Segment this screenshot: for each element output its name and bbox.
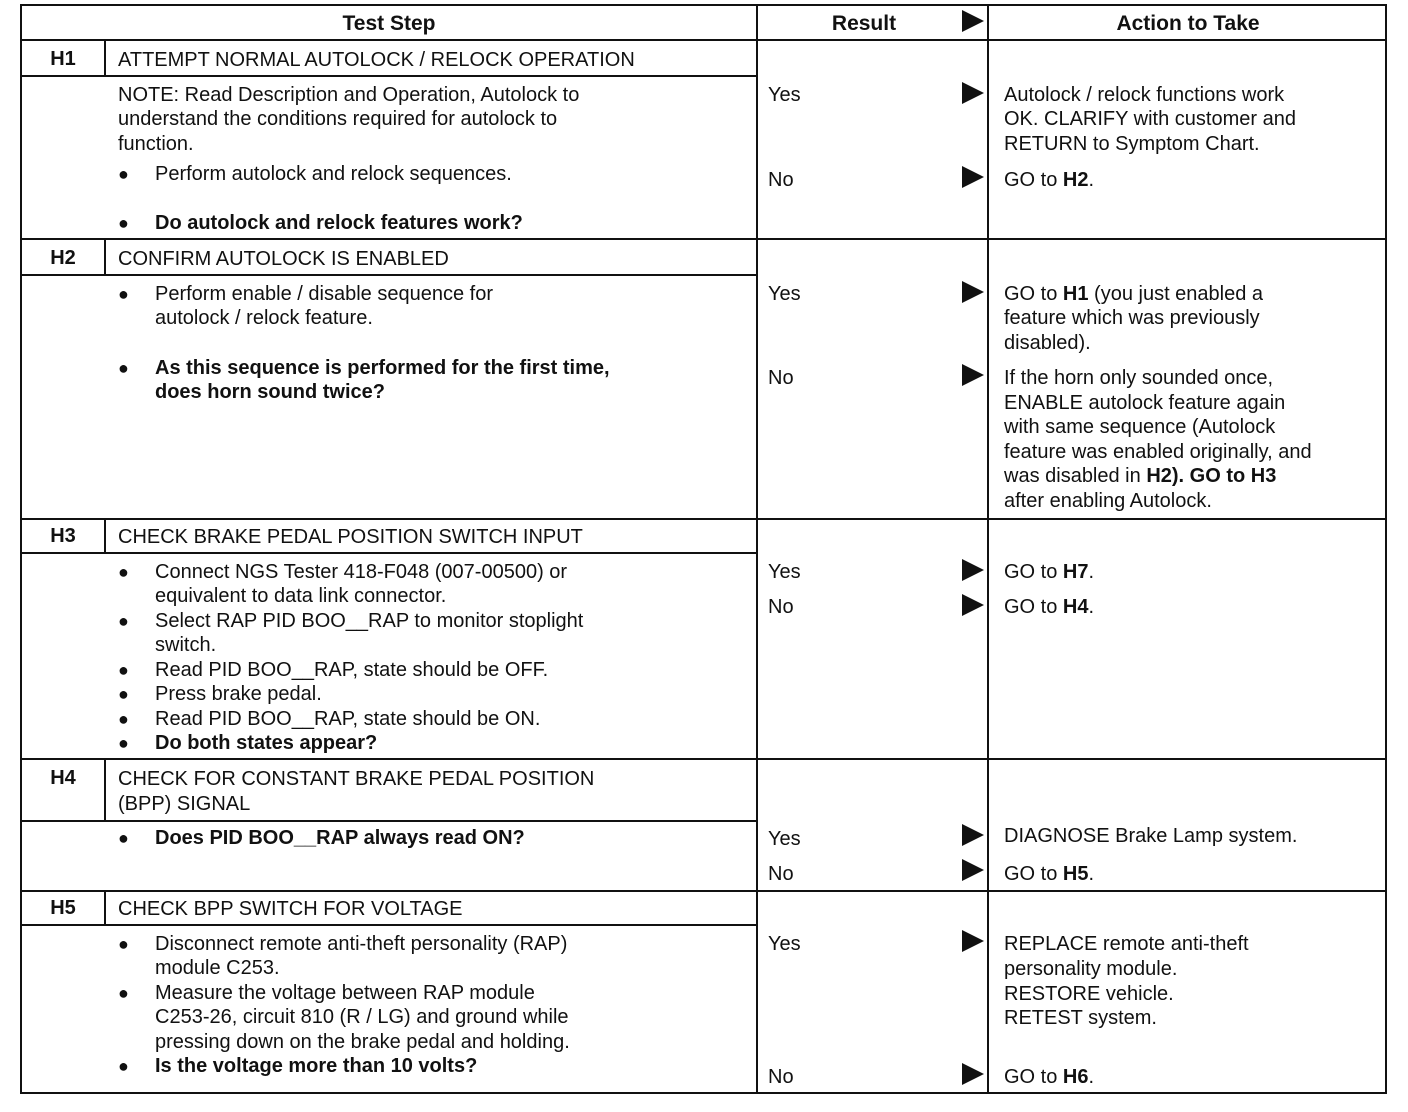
step-id: H4 — [50, 767, 76, 789]
bullet-icon: ● — [118, 983, 129, 1003]
arrow-icon — [962, 594, 984, 616]
result-yes: Yes — [768, 561, 801, 583]
bullet-text: Do both states appear? — [155, 732, 378, 754]
step-title: (BPP) SIGNAL — [118, 793, 251, 815]
arrow-icon — [962, 10, 984, 32]
divider — [104, 520, 106, 554]
bullet-icon: ● — [118, 709, 129, 729]
step-id: H1 — [50, 48, 76, 70]
divider — [104, 240, 106, 276]
action-text — [1004, 862, 1094, 887]
bullet-icon: ● — [118, 828, 129, 848]
result-no: No — [768, 596, 794, 618]
divider — [104, 760, 106, 820]
step-reference: H1 — [1062, 283, 1089, 305]
step-title: CONFIRM AUTOLOCK IS ENABLED — [118, 248, 449, 270]
bullet-text: C253-26, circuit 810 (R / LG) and ground while — [155, 1006, 569, 1028]
bullet-icon: ● — [118, 733, 129, 753]
step-reference: H2 — [1062, 169, 1089, 191]
note-line: understand the conditions required for autolock to — [118, 108, 558, 130]
step-id: H3 — [50, 525, 76, 547]
action-text — [1004, 464, 1276, 489]
action-text: (you just enabled a — [1088, 283, 1264, 305]
header-action: Action to Take — [1116, 12, 1260, 35]
step-title: CHECK BRAKE PEDAL POSITION SWITCH INPUT — [118, 526, 583, 548]
bullet-icon: ● — [118, 684, 129, 704]
bullet-icon: ● — [118, 284, 129, 304]
step-reference: H7 — [1062, 561, 1089, 583]
bullet-icon: ● — [118, 1056, 129, 1076]
arrow-icon — [962, 364, 984, 386]
result-no: No — [768, 169, 794, 191]
step-title: CHECK FOR CONSTANT BRAKE PEDAL POSITION — [118, 768, 595, 790]
action-text: . — [1088, 169, 1095, 191]
bullet-text: Perform autolock and relock sequences. — [155, 163, 512, 185]
bullet-text: Connect NGS Tester 418-F048 (007-00500) or — [155, 561, 568, 583]
action-text — [1004, 168, 1094, 193]
step-id: H5 — [50, 897, 76, 919]
step-reference: H6 — [1062, 1066, 1089, 1088]
bullet-text: Is the voltage more than 10 volts? — [155, 1055, 478, 1077]
action-text: after enabling Autolock. — [1004, 490, 1212, 512]
bullet-text: Select RAP PID BOO__RAP to monitor stoplight — [155, 610, 584, 632]
action-text: disabled). — [1004, 332, 1091, 354]
action-text: OK. CLARIFY with customer and — [1004, 108, 1296, 130]
action-text: GO to — [1004, 596, 1063, 618]
action-text: RETURN to Symptom Chart. — [1004, 133, 1260, 155]
bullet-icon: ● — [118, 164, 129, 184]
result-yes: Yes — [768, 828, 801, 850]
bullet-icon: ● — [118, 660, 129, 680]
bullet-text: Read PID BOO__RAP, state should be ON. — [155, 708, 541, 730]
bullet-text: As this sequence is performed for the first time, — [155, 357, 610, 379]
row-divider — [22, 890, 1385, 892]
bullet-icon: ● — [118, 358, 129, 378]
action-text: RETEST system. — [1004, 1007, 1157, 1029]
action-text: . — [1088, 596, 1095, 618]
action-text: . — [1088, 561, 1095, 583]
result-yes: Yes — [768, 283, 801, 305]
action-text: Autolock / relock functions work — [1004, 84, 1285, 106]
step-title: CHECK BPP SWITCH FOR VOLTAGE — [118, 898, 463, 920]
action-text: with same sequence (Autolock — [1004, 416, 1276, 438]
result-yes: Yes — [768, 933, 801, 955]
divider — [22, 820, 756, 822]
arrow-icon — [962, 82, 984, 104]
column-divider — [987, 6, 989, 1092]
action-text: personality module. — [1004, 958, 1178, 980]
step-reference: H4 — [1062, 596, 1089, 618]
action-text — [1004, 282, 1263, 307]
action-text — [1004, 595, 1094, 620]
bullet-text: does horn sound twice? — [155, 381, 386, 403]
step-id: H2 — [50, 247, 76, 269]
divider — [22, 274, 756, 276]
header-test-step: Test Step — [342, 12, 436, 35]
action-text — [1004, 1065, 1094, 1090]
divider — [104, 41, 106, 77]
bullet-text: equivalent to data link connector. — [155, 585, 447, 607]
action-text: . — [1088, 863, 1095, 885]
action-text: RESTORE vehicle. — [1004, 983, 1174, 1005]
action-text: ). GO to — [1171, 465, 1251, 487]
note-line: NOTE: Read Description and Operation, Autolock to — [118, 84, 580, 106]
action-text: feature which was previously — [1004, 307, 1260, 329]
bullet-text: switch. — [155, 634, 217, 656]
row-divider — [22, 758, 1385, 760]
arrow-icon — [962, 824, 984, 846]
divider — [22, 924, 756, 926]
divider — [22, 552, 756, 554]
bullet-text: pressing down on the brake pedal and holding. — [155, 1031, 570, 1053]
step-reference: H3 — [1250, 465, 1277, 487]
step-title: ATTEMPT NORMAL AUTOLOCK / RELOCK OPERATION — [118, 49, 635, 71]
result-yes: Yes — [768, 84, 801, 106]
bullet-text: Do autolock and relock features work? — [155, 212, 523, 234]
bullet-text: Perform enable / disable sequence for — [155, 283, 493, 305]
action-text: If the horn only sounded once, — [1004, 367, 1274, 389]
action-text: GO to — [1004, 863, 1063, 885]
bullet-text: Does PID BOO__RAP always read ON? — [155, 827, 525, 849]
action-text: GO to — [1004, 283, 1063, 305]
bullet-text: Disconnect remote anti-theft personality (RAP) — [155, 933, 568, 955]
bullet-text: Press brake pedal. — [155, 683, 322, 705]
bullet-icon: ● — [118, 562, 129, 582]
arrow-icon — [962, 281, 984, 303]
action-text: REPLACE remote anti-theft — [1004, 933, 1249, 955]
action-text: DIAGNOSE Brake Lamp system. — [1004, 825, 1298, 847]
bullet-icon: ● — [118, 213, 129, 233]
arrow-icon — [962, 930, 984, 952]
arrow-icon — [962, 559, 984, 581]
divider — [22, 75, 756, 77]
bullet-icon: ● — [118, 611, 129, 631]
row-divider — [22, 238, 1385, 240]
note-line: function. — [118, 133, 194, 155]
action-text — [1004, 560, 1094, 585]
action-text: GO to — [1004, 561, 1063, 583]
action-text: feature was enabled originally, and — [1004, 441, 1312, 463]
step-reference: H2 — [1146, 465, 1172, 487]
bullet-text: Read PID BOO__RAP, state should be OFF. — [155, 659, 549, 681]
result-no: No — [768, 863, 794, 885]
arrow-icon — [962, 166, 984, 188]
bullet-text: Measure the voltage between RAP module — [155, 982, 535, 1004]
diagnostic-table — [20, 4, 1387, 1094]
result-no: No — [768, 367, 794, 389]
bullet-text: module C253. — [155, 957, 280, 979]
result-no: No — [768, 1066, 794, 1088]
action-text: ENABLE autolock feature again — [1004, 392, 1286, 414]
action-text: . — [1088, 1066, 1095, 1088]
header-divider — [22, 39, 1385, 41]
arrow-icon — [962, 1063, 984, 1085]
step-reference: H5 — [1062, 863, 1089, 885]
bullet-icon: ● — [118, 934, 129, 954]
bullet-text: autolock / relock feature. — [155, 307, 373, 329]
action-text: GO to — [1004, 1066, 1063, 1088]
action-text: was disabled in — [1004, 465, 1147, 487]
arrow-icon — [962, 859, 984, 881]
column-divider — [756, 6, 758, 1092]
header-result: Result — [831, 12, 897, 35]
action-text: GO to — [1004, 169, 1063, 191]
row-divider — [22, 518, 1385, 520]
divider — [104, 892, 106, 926]
